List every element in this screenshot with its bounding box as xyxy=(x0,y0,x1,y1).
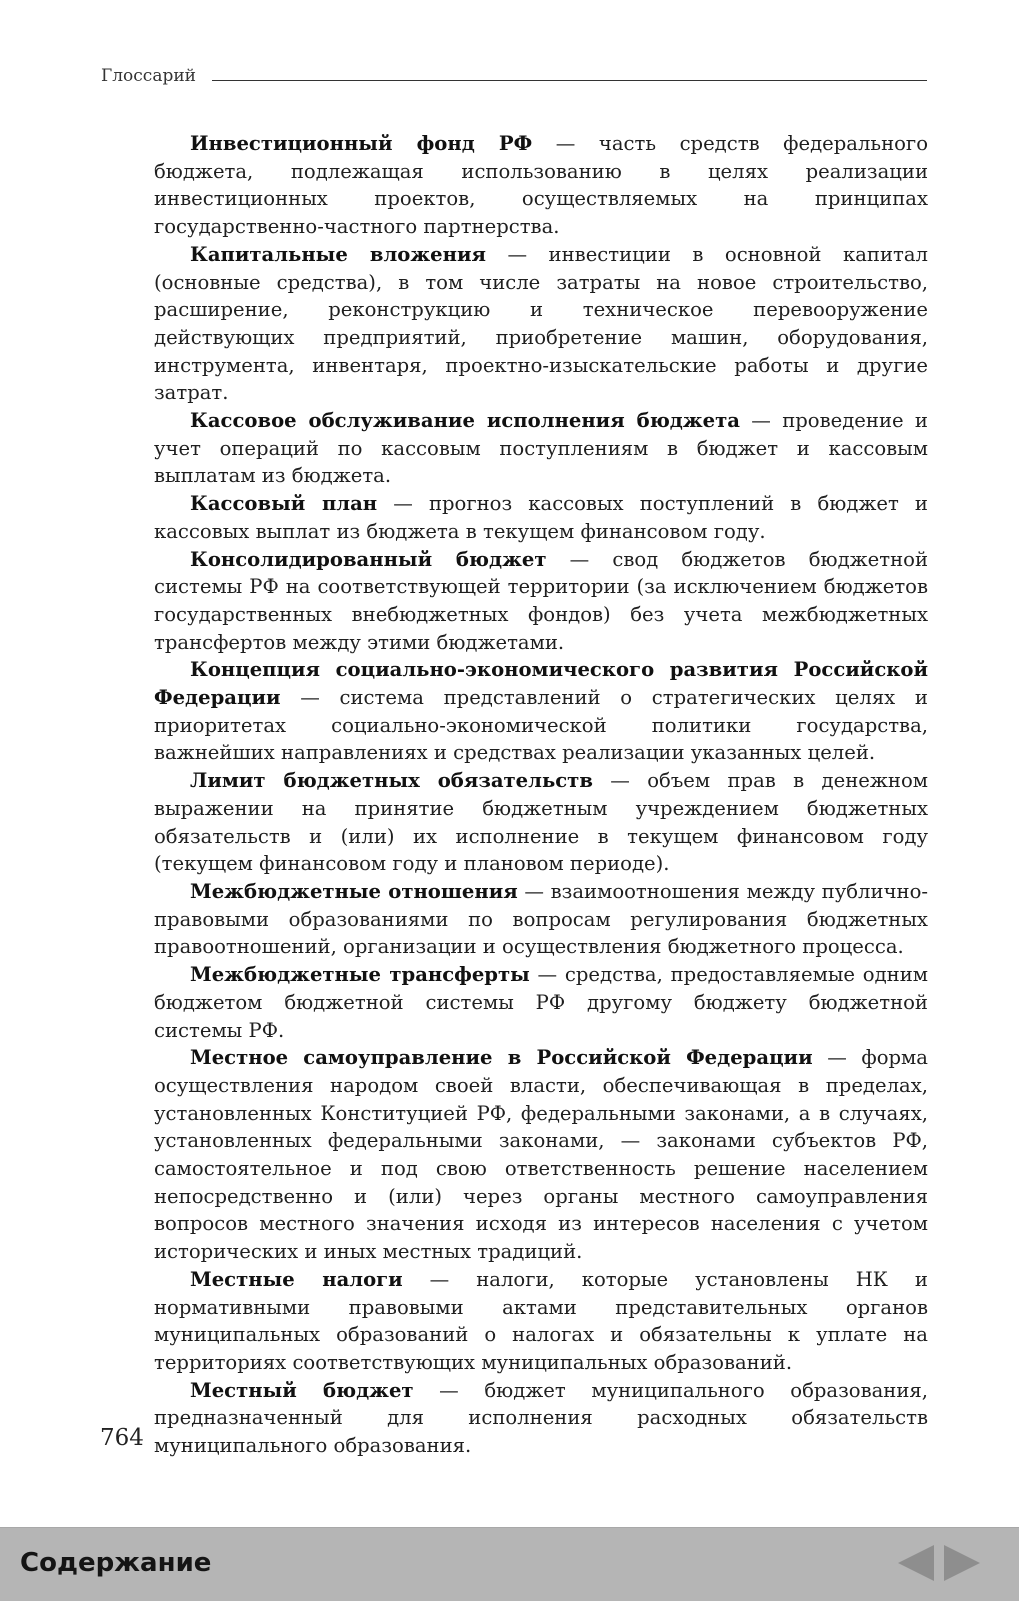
glossary-term: Кассовый план xyxy=(190,492,378,516)
previous-page-button[interactable] xyxy=(896,1543,936,1583)
glossary-entry xyxy=(154,1044,928,1266)
glossary-entry xyxy=(154,546,928,657)
glossary-entry xyxy=(154,656,928,767)
glossary-term: Инвестиционный фонд РФ xyxy=(190,132,533,155)
glossary-entry xyxy=(154,1377,928,1460)
header-title: Глоссарий xyxy=(101,66,197,86)
glossary-definition: — проведение и учет операций по кассовым поступлениям в бюджет и кассовым выплатам из бюджета. xyxy=(154,409,928,488)
glossary-term: Межбюджетные отношения xyxy=(190,879,518,903)
header-rule xyxy=(212,80,927,81)
glossary-content xyxy=(154,130,928,1460)
glossary-definition: — инвестиции в основной капитал (основные средства), в том числе затраты на новое строительство, расширение, реконструкцию и техническое перевооружение действующих предприятий, приобретение машин, оборудования, инструмента, инвентаря, проектно-изыскательские работы и другие затрат. xyxy=(154,242,928,405)
glossary-entry xyxy=(154,490,928,545)
glossary-term: Капитальные вложения xyxy=(190,242,486,266)
glossary-term: Концепция социально-экономического развития Российской Федерации xyxy=(154,658,928,710)
footer-nav-bar xyxy=(0,1527,1019,1601)
glossary-definition: — налоги, которые установлены НК и нормативными правовыми актами представительных органов муниципальных образований о налогах и обязательны к уплате на территориях соответствующих муниципальных образований. xyxy=(154,1267,928,1374)
glossary-term: Межбюджетные трансферты xyxy=(190,963,530,987)
page-number: 764 xyxy=(100,1425,144,1451)
glossary-term: Кассовое обслуживание исполнения бюджета xyxy=(190,409,740,433)
next-page-button[interactable] xyxy=(942,1543,982,1583)
glossary-entry xyxy=(154,407,928,490)
glossary-entry xyxy=(154,241,928,407)
glossary-entry xyxy=(154,767,928,878)
glossary-definition: — свод бюджетов бюджетной системы РФ на соответствующей территории (за исключением бюджетов государственных внебюджетных фондов) без учета межбюджетных трансфертов между этими бюджетами. xyxy=(154,547,929,654)
triangle-right-icon xyxy=(942,1543,982,1583)
glossary-definition: — часть средств федерального бюджета, подлежащая использованию в целях реализации инвестиционных проектов, осуществляемых на принципах государственно-частного партнерства. xyxy=(154,132,928,239)
glossary-definition: — прогноз кассовых поступлений в бюджет и кассовых выплат из бюджета в текущем финансовом году. xyxy=(154,492,928,543)
glossary-term: Лимит бюджетных обязательств xyxy=(190,769,593,793)
glossary-term: Консолидированный бюджет xyxy=(190,547,547,571)
glossary-definition: — система представлений о стратегических целях и приоритетах социально-экономической политики государства, важнейших направлениях и средствах реализации указанных целей. xyxy=(154,686,928,765)
glossary-definition: — форма осуществления народом своей власти, обеспечивающая в пределах, установленных Конституцией РФ, федеральными законами, а в случаях, установленных федеральными законами, — законами субъектов РФ, самостоятельное и под свою ответственность решение населением непосредственно и (или) через органы местного самоуправления вопросов местного значения исходя из интересов населения с учетом исторических и иных местных традиций. xyxy=(154,1046,928,1264)
glossary-definition: — объем прав в денежном выражении на принятие бюджетным учреждением бюджетных обязательств и (или) их исполнение в текущем финансовом году (текущем финансовом году и плановом периоде). xyxy=(154,769,928,876)
running-header xyxy=(101,64,927,88)
glossary-entry xyxy=(154,1266,928,1377)
glossary-entry xyxy=(154,130,928,241)
glossary-entry xyxy=(154,961,928,1044)
table-of-contents-button[interactable]: Содержание xyxy=(20,1548,212,1578)
triangle-left-icon xyxy=(896,1543,936,1583)
glossary-entry xyxy=(154,878,928,961)
glossary-definition: — взаимоотношения между публично-правовыми образованиями по вопросам регулирования бюджетных правоотношений, организации и осуществления бюджетного процесса. xyxy=(154,879,928,959)
glossary-definition: — бюджет муниципального образования, предназначенный для исполнения расходных обязательств муниципального образования. xyxy=(154,1378,928,1458)
glossary-term: Местное самоуправление в Российской Федерации xyxy=(190,1046,813,1070)
glossary-term: Местный бюджет xyxy=(190,1378,414,1402)
glossary-definition: — средства, предоставляемые одним бюджетом бюджетной системы РФ другому бюджету бюджетной системы РФ. xyxy=(154,963,928,1042)
glossary-term: Местные налоги xyxy=(190,1267,403,1291)
